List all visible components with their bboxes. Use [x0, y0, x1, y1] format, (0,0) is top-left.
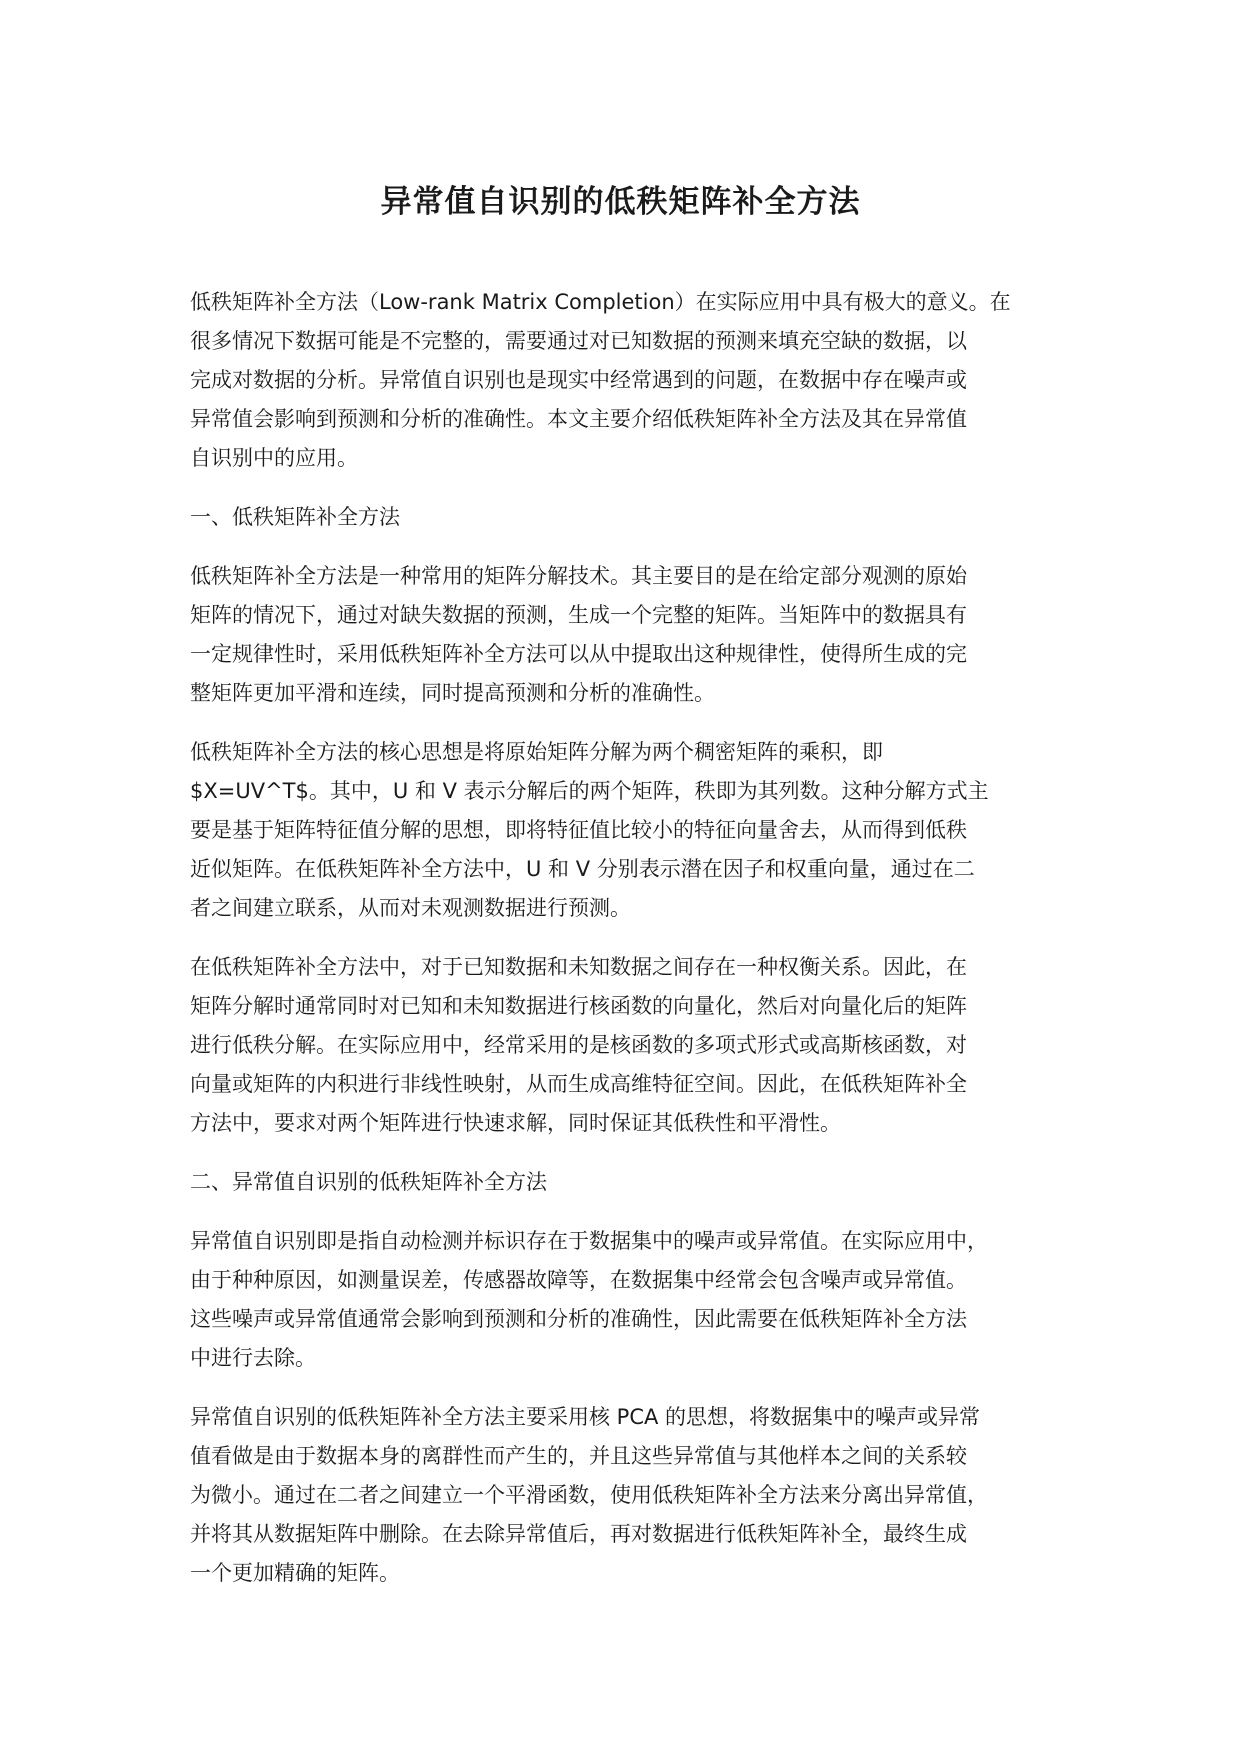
text-line: 进行低秩分解。在实际应用中，经常采用的是核函数的多项式形式或高斯核函数，对 [190, 1033, 967, 1057]
text-line: 矩阵分解时通常同时对已知和未知数据进行核函数的向量化，然后对向量化后的矩阵 [190, 994, 967, 1018]
text-line: 一定规律性时，采用低秩矩阵补全方法可以从中提取出这种规律性，使得所生成的完 [190, 642, 967, 666]
text-line: 异常值会影响到预测和分析的准确性。本文主要介绍低秩矩阵补全方法及其在异常值 [190, 407, 967, 431]
text-line: 一个更加精确的矩阵。 [190, 1561, 400, 1585]
text-line: 方法中，要求对两个矩阵进行快速求解，同时保证其低秩性和平滑性。 [190, 1111, 841, 1135]
text-line: 二、异常值自识别的低秩矩阵补全方法 [190, 1170, 547, 1194]
body-paragraph [190, 1398, 1090, 1593]
document-title: 异常值自识别的低秩矩阵补全方法 [380, 184, 861, 220]
text-line: 低秩矩阵补全方法（Low-rank Matrix Completion）在实际应用中具有极大的意义。在 [190, 290, 1011, 314]
body-paragraph [190, 733, 1090, 928]
text-line: 完成对数据的分析。异常值自识别也是现实中经常遇到的问题，在数据中存在噪声或 [190, 368, 967, 392]
body-paragraph [190, 557, 1090, 713]
section-heading [190, 498, 1090, 537]
text-line: 低秩矩阵补全方法的核心思想是将原始矩阵分解为两个稠密矩阵的乘积，即 [190, 740, 883, 764]
section-heading [190, 1163, 1090, 1202]
text-line: 由于种种原因，如测量误差，传感器故障等，在数据集中经常会包含噪声或异常值。 [190, 1268, 967, 1292]
text-line: 值看做是由于数据本身的离群性而产生的，并且这些异常值与其他样本之间的关系较 [190, 1444, 967, 1468]
text-line: 很多情况下数据可能是不完整的，需要通过对已知数据的预测来填充空缺的数据，以 [190, 329, 967, 353]
text-line: 要是基于矩阵特征值分解的思想，即将特征值比较小的特征向量舍去，从而得到低秩 [190, 818, 967, 842]
text-line: $X=UV^T$。其中，U 和 V 表示分解后的两个矩阵，秩即为其列数。这种分解方式主 [190, 779, 989, 803]
text-line: 在低秩矩阵补全方法中，对于已知数据和未知数据之间存在一种权衡关系。因此，在 [190, 955, 967, 979]
body-paragraph [190, 948, 1090, 1143]
text-line: 并将其从数据矩阵中删除。在去除异常值后，再对数据进行低秩矩阵补全，最终生成 [190, 1522, 967, 1546]
text-line: 向量或矩阵的内积进行非线性映射，从而生成高维特征空间。因此，在低秩矩阵补全 [190, 1072, 967, 1096]
text-line: 整矩阵更加平滑和连续，同时提高预测和分析的准确性。 [190, 681, 715, 705]
text-line: 矩阵的情况下，通过对缺失数据的预测，生成一个完整的矩阵。当矩阵中的数据具有 [190, 603, 967, 627]
text-line: 异常值自识别即是指自动检测并标识存在于数据集中的噪声或异常值。在实际应用中， [190, 1229, 988, 1253]
text-line: 低秩矩阵补全方法是一种常用的矩阵分解技术。其主要目的是在给定部分观测的原始 [190, 564, 967, 588]
text-line: 这些噪声或异常值通常会影响到预测和分析的准确性，因此需要在低秩矩阵补全方法 [190, 1307, 967, 1331]
text-line: 异常值自识别的低秩矩阵补全方法主要采用核 PCA 的思想，将数据集中的噪声或异常 [190, 1405, 981, 1429]
text-line: 中进行去除。 [190, 1346, 316, 1370]
text-line: 自识别中的应用。 [190, 446, 358, 470]
body-paragraph [190, 1222, 1090, 1378]
text-line: 为微小。通过在二者之间建立一个平滑函数，使用低秩矩阵补全方法来分离出异常值， [190, 1483, 988, 1507]
body-paragraph [190, 283, 1090, 478]
text-line: 近似矩阵。在低秩矩阵补全方法中，U 和 V 分别表示潜在因子和权重向量，通过在二 [190, 857, 975, 881]
text-line: 者之间建立联系，从而对未观测数据进行预测。 [190, 896, 631, 920]
document-body [190, 283, 1090, 1613]
text-line: 一、低秩矩阵补全方法 [190, 505, 400, 529]
